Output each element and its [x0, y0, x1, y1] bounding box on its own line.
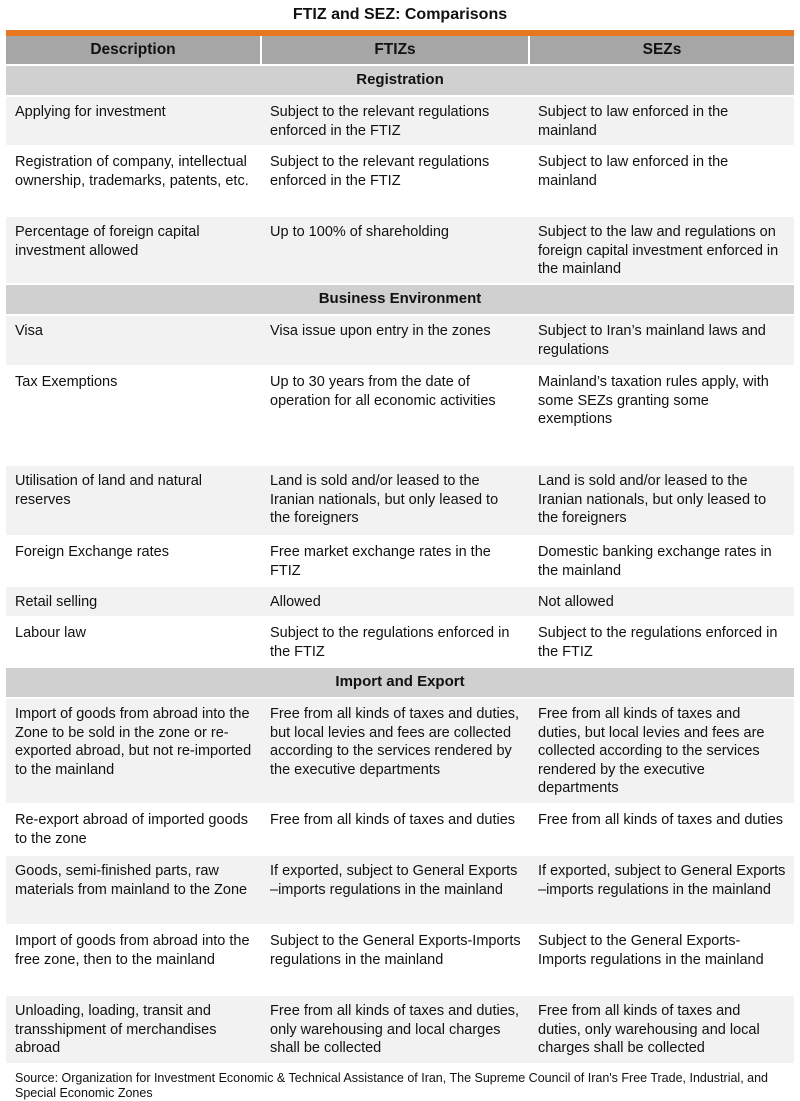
- table-row: [6, 925, 794, 995]
- cell-description: Import of goods from abroad into the free zone, then to the mainland: [6, 925, 261, 995]
- cell-sez: Free from all kinds of taxes and duties, only warehousing and local charges shall be collected: [529, 995, 794, 1063]
- cell-ftiz: Free from all kinds of taxes and duties: [261, 804, 529, 855]
- source-note: Source: Organization for Investment Economic & Technical Assistance of Iran, The Supreme Council of Iran's Free Trade, Industrial, and Special Economic Zones: [15, 1071, 768, 1100]
- cell-sez: Mainland’s taxation rules apply, with some SEZs granting some exemptions: [529, 366, 794, 465]
- section-row: [6, 667, 794, 698]
- table-row: [6, 586, 794, 617]
- table-row: [6, 855, 794, 925]
- cell-description: Tax Exemptions: [6, 366, 261, 465]
- cell-ftiz: Free from all kinds of taxes and duties, only warehousing and local charges shall be collected: [261, 995, 529, 1063]
- table-header-row: [6, 36, 794, 65]
- comparison-table: [6, 36, 794, 1063]
- cell-description: Percentage of foreign capital investment allowed: [6, 216, 261, 284]
- section-row: [6, 284, 794, 315]
- cell-description: Labour law: [6, 617, 261, 667]
- header-ftizs: FTIZs: [261, 36, 529, 65]
- header-sezs: SEZs: [529, 36, 794, 65]
- cell-ftiz: Subject to the General Exports-Imports regulations in the mainland: [261, 925, 529, 995]
- section-row: [6, 65, 794, 96]
- cell-description: Re-export abroad of imported goods to the zone: [6, 804, 261, 855]
- cell-sez: Free from all kinds of taxes and duties: [529, 804, 794, 855]
- cell-sez: Free from all kinds of taxes and duties, but local levies and fees are collected according to the services rendered by the executive departments: [529, 698, 794, 804]
- cell-description: Foreign Exchange rates: [6, 536, 261, 586]
- cell-description: Import of goods from abroad into the Zone to be sold in the zone or re-exported abroad, but not re-imported to the mainland: [6, 698, 261, 804]
- cell-ftiz: Free market exchange rates in the FTIZ: [261, 536, 529, 586]
- cell-description: Goods, semi-finished parts, raw materials from mainland to the Zone: [6, 855, 261, 925]
- table-row: [6, 216, 794, 284]
- cell-ftiz: Free from all kinds of taxes and duties, but local levies and fees are collected according to the services rendered by the executive departments: [261, 698, 529, 804]
- cell-description: Unloading, loading, transit and transshipment of merchandises abroad: [6, 995, 261, 1063]
- section-title: Import and Export: [6, 667, 794, 698]
- section-title: Registration: [6, 65, 794, 96]
- cell-sez: Not allowed: [529, 586, 794, 617]
- table-row: [6, 698, 794, 804]
- cell-ftiz: Up to 30 years from the date of operation for all economic activities: [261, 366, 529, 465]
- cell-sez: Subject to the law and regulations on foreign capital investment enforced in the mainland: [529, 216, 794, 284]
- table-row: [6, 465, 794, 536]
- table-row: [6, 96, 794, 146]
- cell-ftiz: If exported, subject to General Exports –imports regulations in the mainland: [261, 855, 529, 925]
- cell-description: Registration of company, intellectual ownership, trademarks, patents, etc.: [6, 146, 261, 216]
- cell-description: Applying for investment: [6, 96, 261, 146]
- cell-ftiz: Subject to the relevant regulations enforced in the FTIZ: [261, 146, 529, 216]
- cell-ftiz: Land is sold and/or leased to the Iranian nationals, but only leased to the foreigners: [261, 465, 529, 536]
- cell-ftiz: Up to 100% of shareholding: [261, 216, 529, 284]
- section-title: Business Environment: [6, 284, 794, 315]
- table-row: [6, 617, 794, 667]
- cell-sez: Domestic banking exchange rates in the mainland: [529, 536, 794, 586]
- cell-description: Utilisation of land and natural reserves: [6, 465, 261, 536]
- header-description: Description: [6, 36, 261, 65]
- table-row: [6, 804, 794, 855]
- page-title: FTIZ and SEZ: Comparisons: [292, 6, 508, 23]
- table-row: [6, 995, 794, 1063]
- cell-sez: Subject to law enforced in the mainland: [529, 146, 794, 216]
- table-row: [6, 315, 794, 366]
- cell-description: Visa: [6, 315, 261, 366]
- table-row: [6, 146, 794, 216]
- cell-ftiz: Subject to the regulations enforced in the FTIZ: [261, 617, 529, 667]
- cell-description: Retail selling: [6, 586, 261, 617]
- table-row: [6, 536, 794, 586]
- table-row: [6, 366, 794, 465]
- cell-ftiz: Visa issue upon entry in the zones: [261, 315, 529, 366]
- cell-sez: Subject to law enforced in the mainland: [529, 96, 794, 146]
- cell-sez: If exported, subject to General Exports –imports regulations in the mainland: [529, 855, 794, 925]
- cell-sez: Subject to the General Exports-Imports regulations in the mainland: [529, 925, 794, 995]
- cell-sez: Subject to the regulations enforced in the FTIZ: [529, 617, 794, 667]
- cell-ftiz: Allowed: [261, 586, 529, 617]
- cell-ftiz: Subject to the relevant regulations enforced in the FTIZ: [261, 96, 529, 146]
- cell-sez: Subject to Iran’s mainland laws and regulations: [529, 315, 794, 366]
- cell-sez: Land is sold and/or leased to the Iranian nationals, but only leased to the foreigners: [529, 465, 794, 536]
